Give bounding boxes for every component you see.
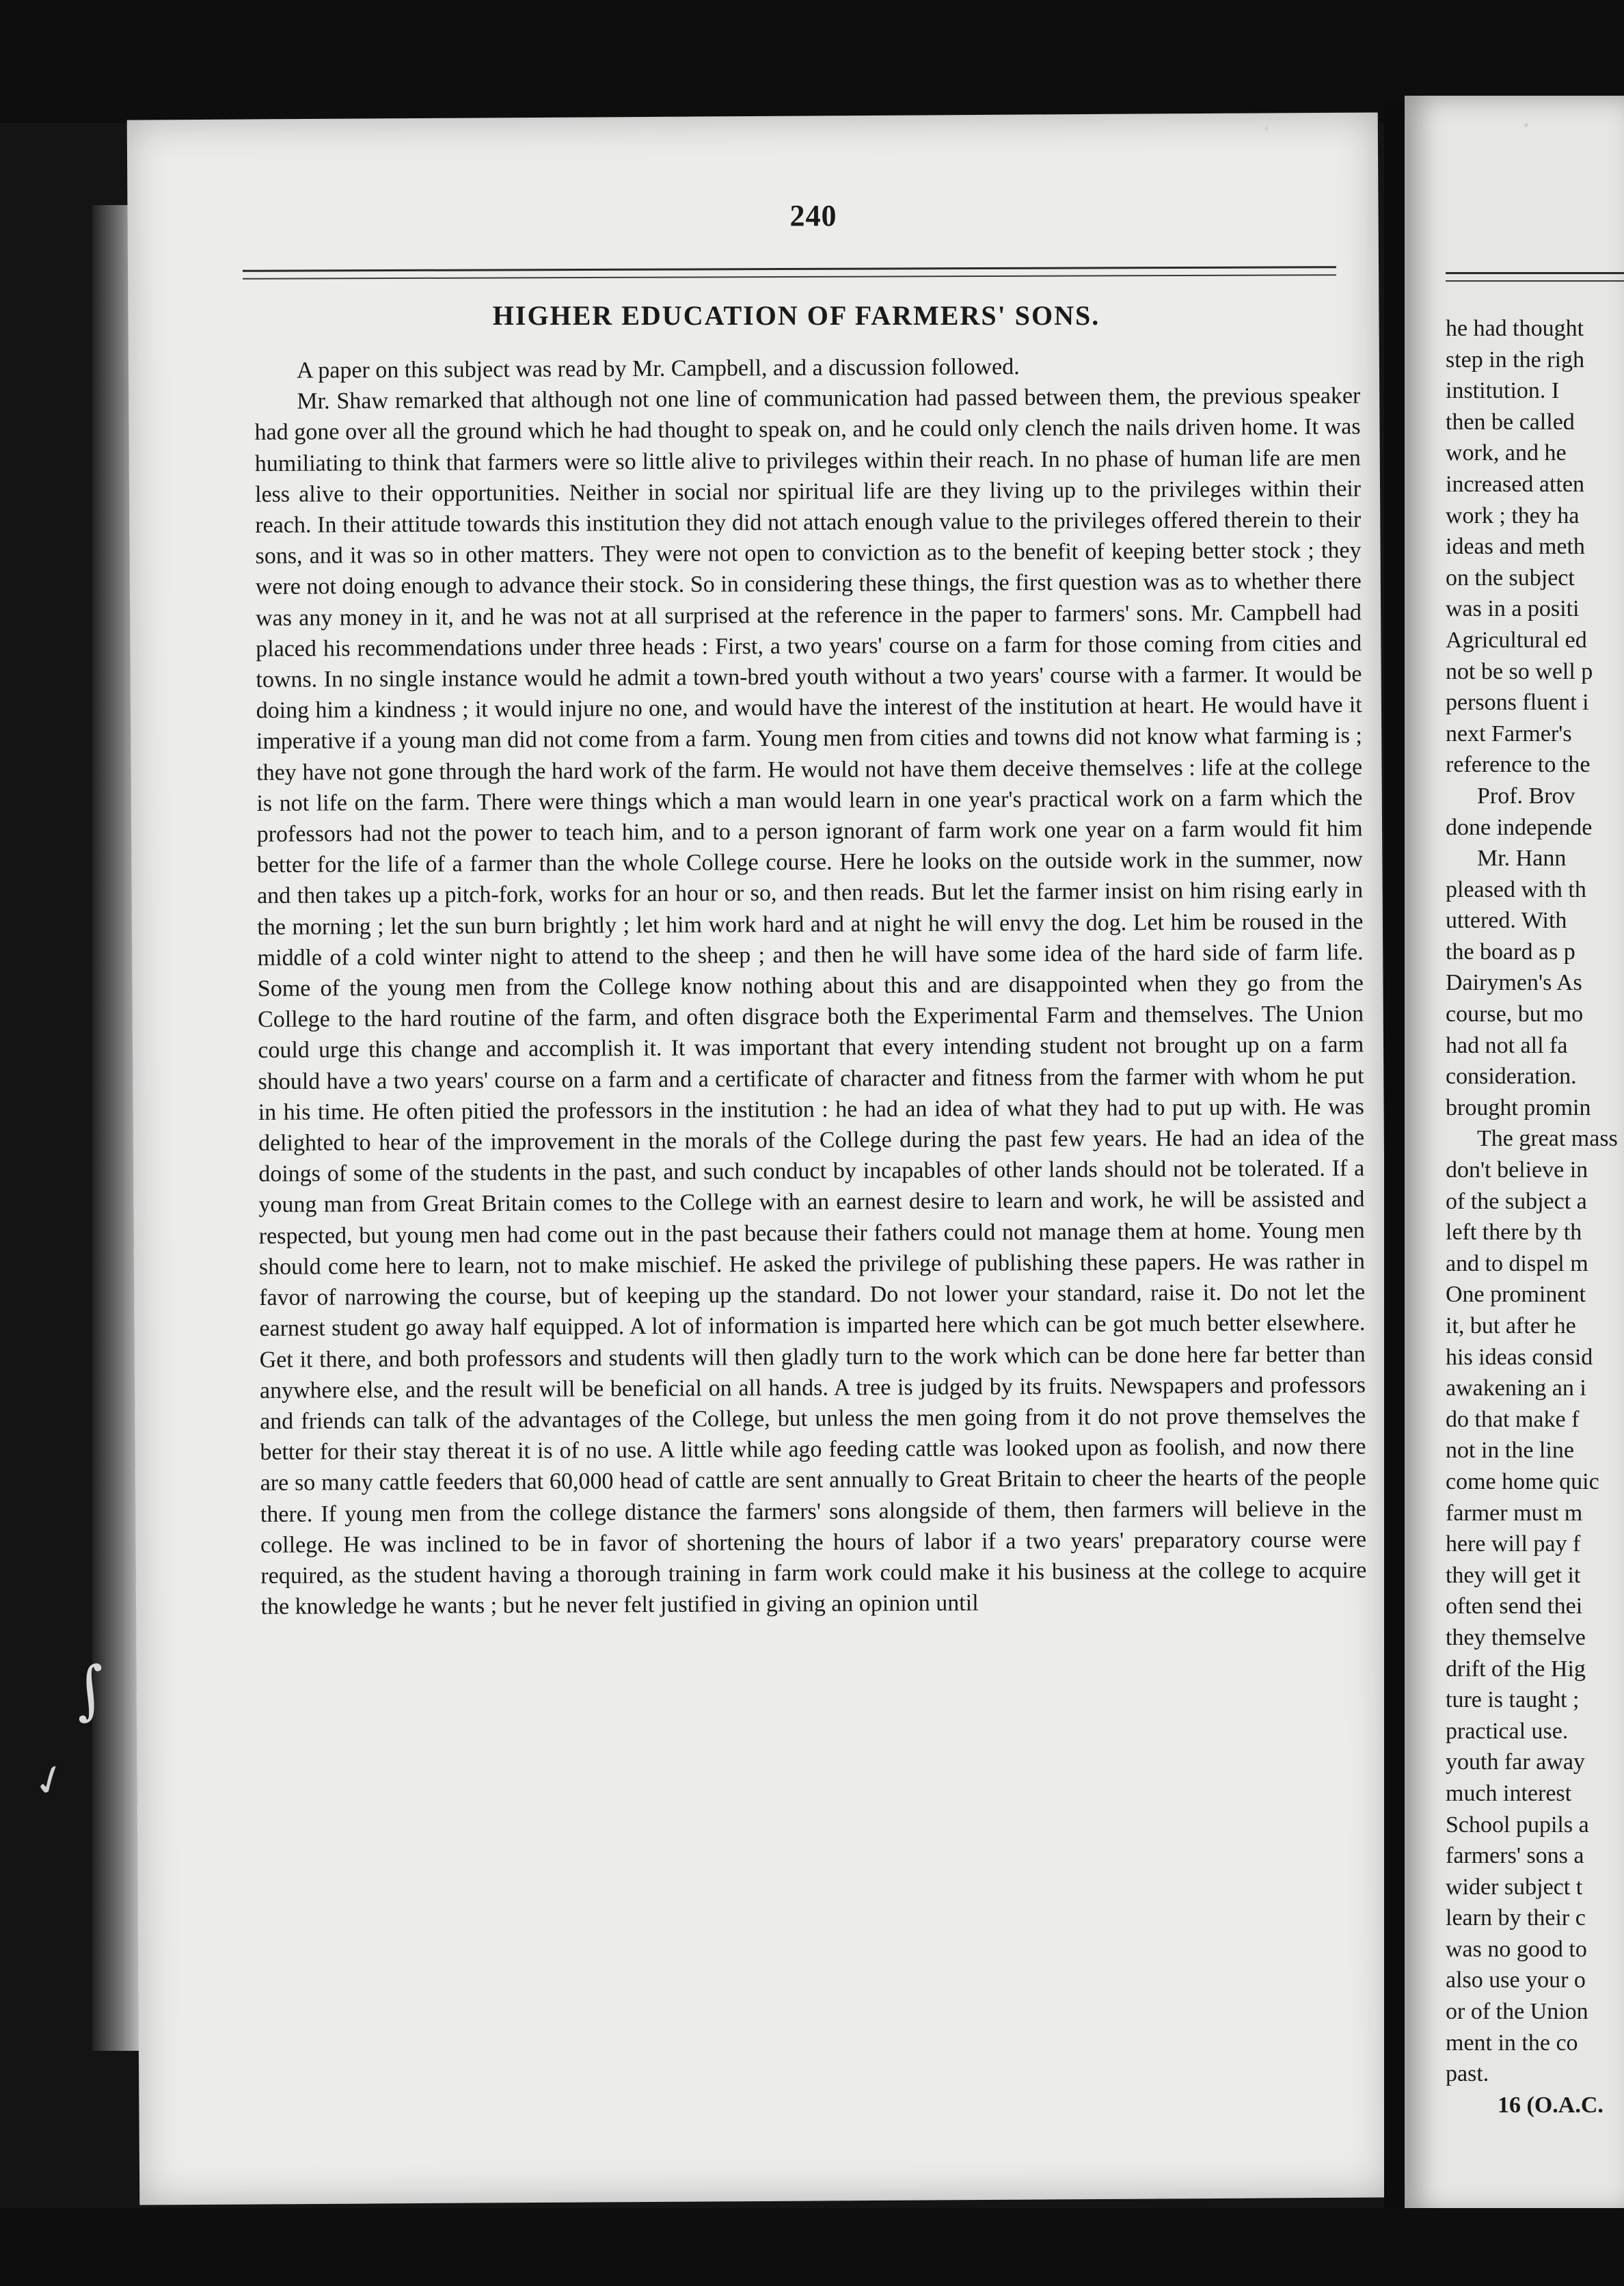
right-page-line: ture is taught ; (1446, 1687, 1580, 1713)
right-page-line: persons fluent i (1446, 690, 1589, 716)
right-page-line: wider subject t (1446, 1874, 1583, 1900)
book-gutter (1384, 103, 1405, 2215)
right-page-line: or of the Union (1446, 1999, 1588, 2025)
page-number: 240 (789, 199, 837, 232)
right-page-line: farmer must m (1446, 1500, 1583, 1526)
right-page-line: also use your o (1446, 1967, 1586, 1993)
right-page-line: course, but mo (1446, 1001, 1584, 1027)
right-page-line: awakening an i (1446, 1375, 1586, 1401)
right-page-line: then be called (1446, 409, 1575, 435)
right-page-line: youth far away (1446, 1749, 1585, 1775)
right-page-line: he had thought (1446, 316, 1584, 341)
film-border-bottom (0, 2208, 1624, 2286)
right-page-line: next Farmer's (1446, 721, 1572, 747)
right-page-line: was in a positi (1446, 596, 1580, 622)
right-page-line: reference to the (1446, 752, 1591, 778)
right-page-line: consideration. (1446, 1064, 1577, 1090)
article-body (254, 350, 1367, 1623)
paragraph: Mr. Shaw remarked that although not one line of communication had passed between them, the previous speaker had gone over all the ground which he had thought to speak on, and he could only clench the nails driven home. It was humiliating to think that farmers were so little alive to privileges within their reach. In no phase of human life are men less alive to their opportunities. Neither in social nor spiritual life are they living up to the privileges within their reach. In their attitude towards this institution they did not attach enough value to the privileges offered therein to their sons, and it was so in other matters. They were not open to conviction as to the benefit of keeping better stock ; they were not doing enough to advance their stock. So in considering these things, the first question was as to whether there was any money in it, and he was not at all surprised at the reference in the paper to farmers' sons. Mr. Campbell had placed his recommendations under three heads : First, a two years' course on a farm for those coming from cities and towns. In no single instance would he admit a town-bred youth without a two years' course with a farmer. It would be doing him a kindness ; it would injure no one, and would have the interest of the institution at heart. He would have it imperative if a young man did not come from a farm. Young men from cities and towns did not know what farming is ; they have not gone through the hard work of the farm. He would not have them deceive themselves : life at the college is not life on the farm. There were things which a man would learn in one year's practical work on a farm which the professors had not the power to teach him, and to a person ignorant of farm work one year on a farm would fit him better for the life of a farmer than the whole College course. Here he looks on the outside work in the summer, now and then takes up a pitch-fork, works for an hour or so, and then reads. But let the farmer insist on him rising early in the morning ; let the sun burn brightly ; let him work hard and at night he will envy the dog. Let him be roused in the middle of a cold winter night to attend to the sheep ; and then he will have some idea of the hard side of farm life. Some of the young men from the College know nothing about this and are disappointed when they go from the College to the hard routine of the farm, and often disgrace both the Experimental Farm and themselves. The Union could urge this change and accomplish it. It was important that every intending student not brought up on a farm should have a two years' course on a farm and a certificate of character and fitness from the farmer with whom he put in his time. He often pitied the professors in the institution : he had an idea of what they had to put up with. He was delighted to hear of the improvement in the morals of the College during the past few years. He had an idea of the doings of some of the students in the past, and such conduct by incapables of other lands should not be tolerated. If a young man from Great Britain comes to the College with an earnest desire to learn and work, he will be assisted and respected, but young men had come out in the past because their fathers could not manage them at home. Young men should come here to learn, not to make mischief. He asked the privilege of publishing these papers. He was rather in favor of narrowing the course, but of keeping up the standard. Do not lower your standard, raise it. Do not let the earnest student go away half equipped. A lot of information is imparted here which can be got much better elsewhere. Get it there, and both professors and students will then gladly turn to the work which can be done here far better than anywhere else, and the result will be beneficial on all hands. A tree is judged by its fruits. Newspapers and professors and friends can talk of the advantages of the College, but unless the men going from it do not prove themselves the better for their stay thereat it is of no use. A little while ago feeding cattle was looked upon as foolish, and now there are so many cattle feeders that 60,000 head of cattle are sent annually to Great Britain to cheer the hearts of the people there. If young men from the college distance the farmers' sons alongside of them, then farmers will believe in the college. He was inclined to be in favor of shortening the hours of labor if a two years' preparatory course were required, as the student having a thorough training in farm work could make it his business at the college to acquire the knowledge he wants ; but he never felt justified in giving an opinion until (254, 383, 1367, 1620)
right-page-line: The great mass (1477, 1126, 1618, 1152)
right-page-line: they will get it (1446, 1562, 1581, 1588)
right-page-line: on the subject (1446, 565, 1575, 591)
film-border-top (0, 0, 1624, 123)
right-page-line: Prof. Brov (1477, 783, 1575, 809)
right-page-line: learn by their c (1446, 1905, 1586, 1931)
right-header-rule (1446, 272, 1624, 282)
right-page-line: Agricultural ed (1446, 627, 1587, 653)
right-page-line: work, and he (1446, 440, 1567, 466)
right-page-line: farmers' sons a (1446, 1843, 1584, 1869)
right-page-line: ideas and meth (1446, 534, 1585, 560)
paragraph: A paper on this subject was read by Mr. Campbell, and a discussion followed. (297, 354, 1020, 384)
right-page-line: left there by th (1446, 1220, 1582, 1246)
right-page-line: increased atten (1446, 471, 1584, 497)
right-page-line: his ideas consid (1446, 1344, 1593, 1370)
right-page-line: not be so well p (1446, 658, 1593, 684)
right-page-line: much interest (1446, 1780, 1572, 1806)
right-page-line: come home quic (1446, 1468, 1599, 1494)
right-page-line: do that make f (1446, 1406, 1580, 1432)
right-page-line: practical use. (1446, 1718, 1569, 1744)
right-page-line: done independe (1446, 814, 1593, 840)
article-heading: HIGHER EDUCATION OF FARMERS' SONS. (492, 300, 1100, 331)
right-page-line: Dairymen's As (1446, 970, 1582, 996)
right-page-line: here will pay f (1446, 1531, 1581, 1557)
right-page-line: ment in the co (1446, 2030, 1578, 2056)
right-page-line: work ; they ha (1446, 502, 1580, 528)
right-page-line: uttered. With (1446, 908, 1567, 934)
right-page-line: had not all fa (1446, 1032, 1568, 1058)
right-page-line: step in the righ (1446, 347, 1585, 373)
right-page-line: past. (1446, 2061, 1489, 2087)
right-page-line: not in the line (1446, 1438, 1574, 1464)
check-mark-icon: ✓ (25, 1752, 75, 1810)
right-page-line: often send thei (1446, 1594, 1583, 1619)
right-page-line: and to dispel m (1446, 1250, 1588, 1276)
right-page-line: they themselve (1446, 1624, 1586, 1650)
right-page-line: don't believe in (1446, 1157, 1588, 1183)
right-page-line: School pupils a (1446, 1812, 1589, 1838)
right-page-column (1446, 313, 1624, 2121)
signature-mark: 16 (O.A.C. (1498, 2092, 1603, 2118)
right-page-line: institution. I (1446, 378, 1560, 404)
right-page-line: pleased with th (1446, 876, 1586, 902)
pencil-mark: ∫ (68, 1652, 111, 1728)
right-page-line: of the subject a (1446, 1188, 1587, 1214)
right-page-line: Mr. Hann (1477, 846, 1567, 872)
speck (1264, 126, 1269, 131)
right-page-line: drift of the Hig (1446, 1656, 1586, 1682)
right-page-line: was no good to (1446, 1936, 1587, 1962)
right-page-line: brought promin (1446, 1094, 1591, 1120)
right-page-line: One prominent (1446, 1282, 1586, 1308)
right-page-line: it, but after he (1446, 1313, 1576, 1339)
speck (1524, 123, 1528, 127)
right-page-line: the board as p (1446, 939, 1575, 965)
